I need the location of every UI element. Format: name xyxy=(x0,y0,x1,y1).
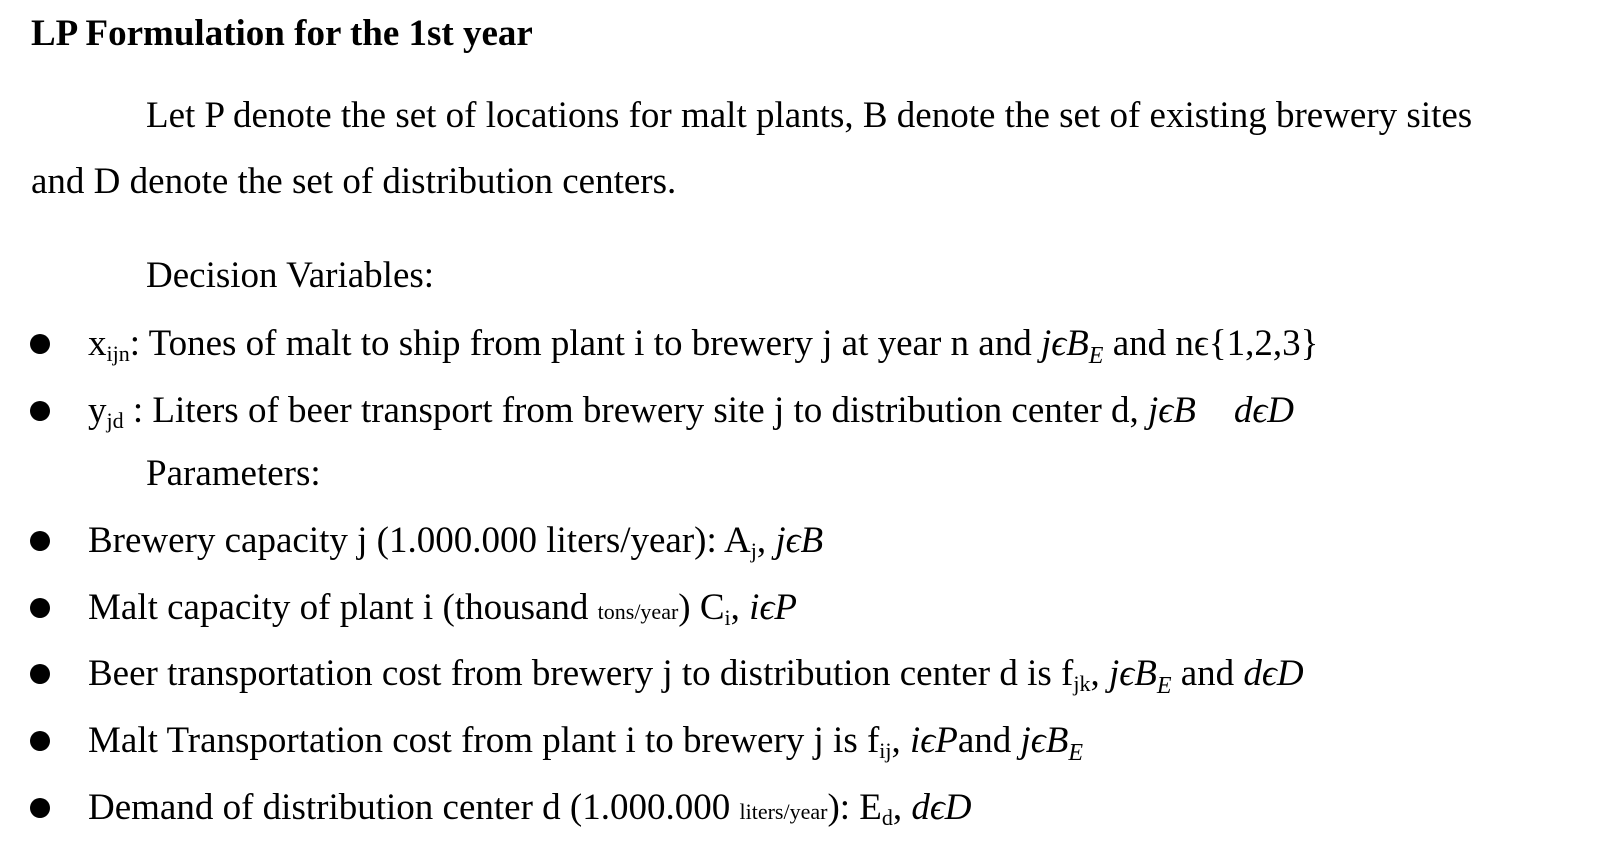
param-text: Malt capacity of plant i (thousand xyxy=(88,587,598,628)
math-subscript: E xyxy=(1156,673,1172,699)
math-expression: jϵB xyxy=(1040,323,1089,364)
var-subscript: ijn xyxy=(106,341,130,366)
param-tail: , xyxy=(891,720,911,761)
math-subscript: E xyxy=(1088,343,1104,369)
param-text: Beer transportation cost from brewery j to distribution center d is f xyxy=(88,653,1074,694)
var-subscript: jd xyxy=(106,408,124,433)
param-text: Malt Transportation cost from plant i to brewery j is f xyxy=(88,720,880,761)
var-symbol: x xyxy=(88,323,107,364)
param-subscript: d xyxy=(881,805,893,830)
param-tail: , xyxy=(730,587,750,628)
math-expression: jϵB xyxy=(1109,653,1157,694)
section-title: LP Formulation for the 1st year xyxy=(31,13,533,54)
math-expression: iϵP xyxy=(749,587,797,628)
var-description: : Tones of malt to ship from plant i to brewery j at year n and xyxy=(129,323,1041,364)
param-subscript: jk xyxy=(1073,671,1091,696)
decision-variables-heading: Decision Variables: xyxy=(146,255,435,296)
var-symbol: y xyxy=(88,390,107,431)
parameters-heading: Parameters: xyxy=(146,453,321,494)
parameter-brewery-capacity xyxy=(88,519,823,563)
parameter-beer-transport-cost xyxy=(88,652,1304,699)
param-tail: , xyxy=(892,787,912,828)
decision-var-y xyxy=(88,389,1294,433)
bullet-dot xyxy=(30,798,50,818)
parameter-malt-transport-cost xyxy=(88,719,1083,766)
parameter-demand xyxy=(88,786,972,834)
param-tail: , xyxy=(756,520,776,561)
math-expression: jϵB xyxy=(1148,390,1196,431)
intro-line-2: and D denote the set of distribution centers. xyxy=(31,161,677,202)
math-expression: dϵD xyxy=(1243,653,1304,694)
bullet-dot xyxy=(30,531,50,551)
param-text-2: ): E xyxy=(827,787,882,828)
intro-line-1: Let P denote the set of locations for malt plants, B denote the set of existing brewery sites xyxy=(146,95,1473,136)
param-text: Demand of distribution center d (1.000.000 xyxy=(88,787,740,828)
math-expression: dϵD xyxy=(911,787,972,828)
param-text-2: ) C xyxy=(678,587,725,628)
param-subscript: i xyxy=(724,605,731,630)
param-text-2: and xyxy=(1171,653,1244,694)
math-subscript: E xyxy=(1068,740,1083,766)
math-expression: iϵP xyxy=(910,720,958,761)
parameter-malt-capacity xyxy=(88,586,797,634)
param-subscript: j xyxy=(750,538,757,563)
param-tail: , xyxy=(1090,653,1110,694)
math-expression: jϵB xyxy=(1020,720,1069,761)
bullet-dot xyxy=(30,664,50,684)
bullet-dot xyxy=(30,401,50,421)
bullet-dot xyxy=(30,598,50,618)
math-expression: jϵB xyxy=(775,520,824,561)
param-text: Brewery capacity j (1.000.000 liters/year): A xyxy=(88,520,751,561)
math-expression: dϵD xyxy=(1233,390,1294,431)
decision-var-x xyxy=(88,322,1319,369)
param-subscript: ij xyxy=(879,738,892,763)
var-description-tail: and nϵ{1,2,3} xyxy=(1103,323,1319,364)
param-unit: tons/year xyxy=(597,599,679,624)
bullet-dot xyxy=(30,731,50,751)
param-text-2: and xyxy=(957,720,1021,761)
bullet-dot xyxy=(30,334,50,354)
param-unit: liters/year xyxy=(739,799,828,824)
var-description: : Liters of beer transport from brewery site j to distribution center d, xyxy=(123,390,1149,431)
